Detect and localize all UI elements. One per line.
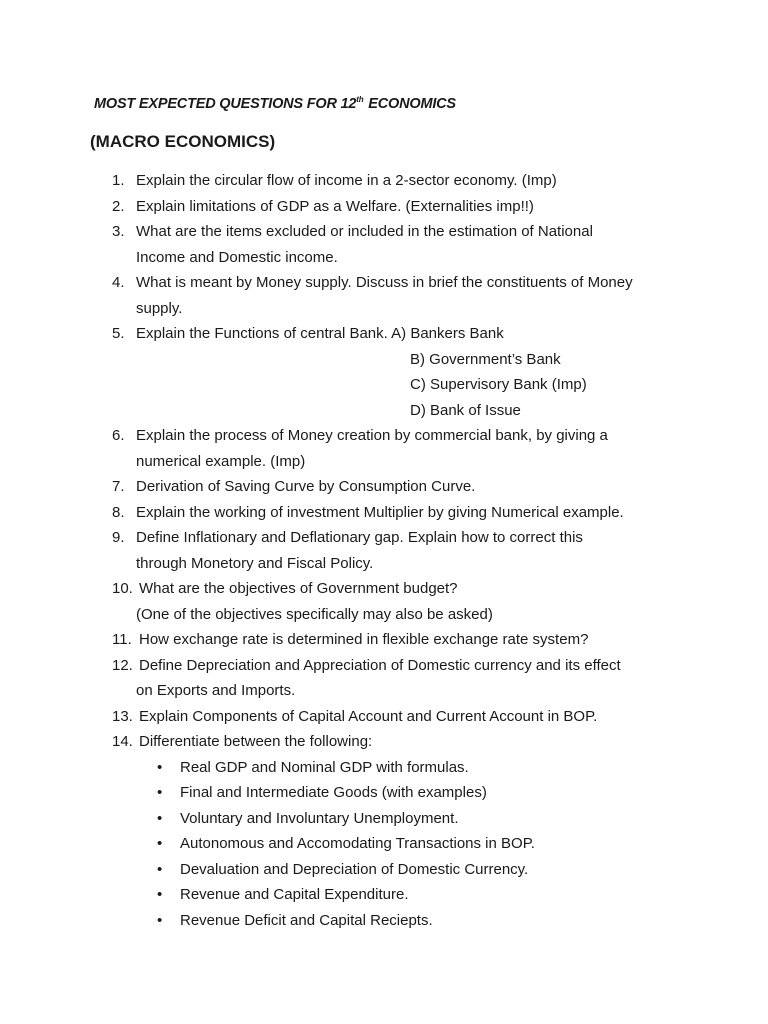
question-item	[0, 627, 699, 653]
question-text: What are the items excluded or included in the estimation of National	[136, 223, 593, 240]
list-item	[0, 857, 768, 883]
bullet-icon: •	[157, 860, 163, 878]
bullet-icon: •	[157, 911, 163, 929]
list-item-text: Real GDP and Nominal GDP with formulas.	[180, 758, 469, 776]
question-number: 9.	[112, 529, 125, 546]
question-item	[0, 194, 696, 220]
question-text: How exchange rate is determined in flexible exchange rate system?	[139, 631, 589, 648]
question-text: Explain the circular flow of income in a 2-sector economy. (Imp)	[136, 172, 557, 189]
question-number: 13.	[112, 707, 133, 725]
question-text-continued: (One of the objectives specifically may also be asked)	[136, 605, 493, 623]
question-item	[0, 474, 696, 500]
question-text-continued: numerical example. (Imp)	[136, 452, 306, 470]
question-text: What is meant by Money supply. Discuss in brief the constituents of Money	[136, 274, 633, 291]
question-text: Derivation of Saving Curve by Consumption Curve.	[136, 478, 476, 495]
list-item-text: Autonomous and Accomodating Transactions in BOP.	[180, 835, 535, 852]
list-item-text: Revenue and Capital Expenditure.	[180, 886, 409, 903]
question-item	[0, 576, 699, 627]
question-number: 12.	[112, 656, 133, 674]
question-number: 14.	[112, 733, 133, 750]
question-list	[0, 168, 768, 933]
question-text: Explain the working of investment Multiplier by giving Numerical example.	[136, 503, 624, 521]
question-text: Explain Components of Capital Account and Current Account in BOP.	[139, 707, 598, 725]
question-number: 6.	[112, 427, 125, 444]
differentiate-list	[0, 755, 768, 934]
bullet-icon: •	[157, 758, 163, 776]
question-item	[0, 168, 696, 194]
question-item	[0, 270, 696, 321]
question-item	[0, 525, 696, 576]
question-text: Explain limitations of GDP as a Welfare. (Externalities imp!!)	[136, 197, 534, 215]
question-item	[0, 729, 699, 755]
question-item	[0, 321, 696, 347]
question-item	[0, 423, 696, 474]
question-number: 3.	[112, 223, 125, 240]
list-item-text: Voluntary and Involuntary Unemployment.	[180, 809, 459, 827]
question-item	[0, 500, 696, 526]
page-title-suffix: ECONOMICS	[364, 96, 456, 112]
page-title-superscript: th	[356, 95, 364, 104]
list-item	[0, 882, 768, 908]
section-title: (MACRO ECONOMICS)	[90, 132, 276, 151]
bullet-icon: •	[157, 784, 163, 801]
question-item	[0, 653, 699, 704]
list-item-text: Devaluation and Depreciation of Domestic Currency.	[180, 860, 529, 878]
central-bank-option: B) Government’s Bank	[410, 350, 561, 368]
question-number: 1.	[112, 172, 125, 189]
question-text-continued: supply.	[136, 299, 183, 317]
question-item	[0, 219, 696, 270]
question-number: 11.	[112, 631, 132, 648]
question-text: Differentiate between the following:	[139, 733, 373, 750]
list-item-text: Revenue Deficit and Capital Reciepts.	[180, 911, 433, 929]
central-bank-option: D) Bank of Issue	[410, 401, 521, 419]
bullet-icon: •	[157, 835, 163, 852]
bullet-icon: •	[157, 886, 163, 903]
list-item	[0, 831, 768, 857]
question-text-continued: through Monetory and Fiscal Policy.	[136, 554, 374, 572]
page-title-prefix: MOST EXPECTED QUESTIONS FOR 12	[94, 96, 357, 112]
list-item	[0, 780, 768, 806]
question-text: What are the objectives of Government budget?	[139, 580, 458, 597]
list-item	[0, 806, 768, 832]
question-text: Explain the process of Money creation by commercial bank, by giving a	[136, 427, 608, 444]
question-text: Define Inflationary and Deflationary gap. Explain how to correct this	[136, 529, 583, 546]
list-item	[0, 908, 768, 934]
central-bank-option: C) Supervisory Bank (Imp)	[410, 376, 587, 393]
page-title	[94, 95, 456, 112]
question-number: 7.	[112, 478, 125, 495]
question-text: Explain the Functions of central Bank. A) Bankers Bank	[136, 325, 504, 342]
question-text-continued: Income and Domestic income.	[136, 248, 338, 266]
list-item-text: Final and Intermediate Goods (with examples)	[180, 784, 487, 801]
bullet-icon: •	[157, 809, 163, 827]
question-number: 2.	[112, 197, 125, 215]
question-text-continued: on Exports and Imports.	[136, 682, 296, 699]
question-text: Define Depreciation and Appreciation of Domestic currency and its effect	[139, 656, 621, 674]
question-number: 5.	[112, 325, 125, 342]
question-number: 8.	[112, 503, 125, 521]
question-number: 10.	[112, 580, 133, 597]
question-number: 4.	[112, 274, 125, 291]
question-item	[0, 704, 699, 730]
list-item	[0, 755, 768, 781]
